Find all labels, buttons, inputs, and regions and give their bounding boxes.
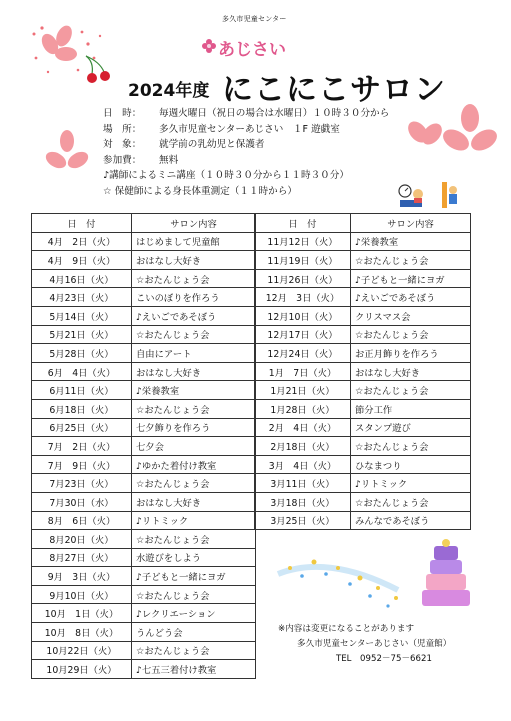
phone-number: TEL 0952－75－6621	[336, 654, 432, 664]
row-content: ♪子どもと一緒にヨガ	[132, 567, 256, 586]
row-content: ♪えいごであそぼう	[132, 306, 256, 325]
table-row	[255, 325, 471, 344]
footer-org: 多久市児童センターあじさい（児童館）	[297, 639, 452, 649]
info-target: 対 象： 就学前の乳幼児と保護者	[103, 139, 265, 151]
row-date: 6月11日（火）	[32, 381, 132, 400]
row-date: 10月29日（火）	[32, 660, 132, 679]
header-date: 日 付	[32, 214, 132, 233]
row-content: 七夕飾りを作ろう	[132, 418, 256, 437]
row-content: うんどう会	[132, 623, 256, 642]
row-content: ☆おたんじょう会	[132, 325, 256, 344]
event-info	[103, 106, 389, 200]
row-content: スタンプ遊び	[351, 418, 471, 437]
cherry-icon	[86, 56, 110, 83]
row-date: 7月30日（水）	[32, 492, 132, 511]
row-date: 9月 3日（火）	[32, 567, 132, 586]
row-date: 12月10日（火）	[255, 306, 351, 325]
table-row	[32, 623, 256, 642]
info-fee: 参加費： 無料	[103, 154, 179, 166]
table-row	[255, 306, 471, 325]
row-content: おはなし大好き	[351, 362, 471, 381]
petal-decoration-left	[44, 128, 90, 174]
row-content: ♪七五三着付け教室	[132, 660, 256, 679]
weighing-scale-icon	[392, 182, 440, 210]
table-row	[32, 306, 256, 325]
row-content: ☆おたんじょう会	[132, 399, 256, 418]
table-row	[32, 455, 256, 474]
row-content: ☆おたんじょう会	[351, 325, 471, 344]
row-date: 11月12日（火）	[255, 232, 351, 251]
row-date: 5月21日（火）	[32, 325, 132, 344]
table-row	[255, 269, 471, 288]
table-row	[32, 474, 256, 493]
table-row	[32, 548, 256, 567]
row-date: 4月23日（火）	[32, 288, 132, 307]
row-content: ♪リトミック	[132, 511, 256, 530]
row-content: ひなまつり	[351, 455, 471, 474]
table-row	[32, 604, 256, 623]
table-row	[32, 325, 256, 344]
row-content: ♪ゆかた着付け教室	[132, 455, 256, 474]
row-date: 8月27日（火）	[32, 548, 132, 567]
table-row	[32, 418, 256, 437]
table-row	[255, 399, 471, 418]
table-row	[32, 585, 256, 604]
table-row	[255, 492, 471, 511]
row-content: ☆おたんじょう会	[132, 269, 256, 288]
table-row	[255, 362, 471, 381]
row-date: 7月 9日（火）	[32, 455, 132, 474]
hydrangea-logo-icon	[201, 38, 217, 54]
row-date: 3月11日（火）	[255, 474, 351, 493]
row-date: 10月 1日（火）	[32, 604, 132, 623]
row-date: 7月 2日（火）	[32, 437, 132, 456]
row-content: 自由にアート	[132, 344, 256, 363]
header-content: サロン内容	[132, 214, 256, 233]
row-content: ☆おたんじょう会	[132, 585, 256, 604]
table-row	[32, 399, 256, 418]
row-content: ♪リトミック	[351, 474, 471, 493]
table-row	[255, 511, 471, 530]
birthday-cake-icon	[418, 538, 474, 610]
row-date: 3月25日（火）	[255, 511, 351, 530]
row-content: ☆おたんじょう会	[132, 641, 256, 660]
row-content: ☆おたんじょう会	[351, 437, 471, 456]
row-date: 1月28日（火）	[255, 399, 351, 418]
row-content: ♪栄養教室	[132, 381, 256, 400]
table-row	[32, 511, 256, 530]
table-row	[32, 530, 256, 549]
info-datetime: 日 時： 毎週火曜日（祝日の場合は水曜日）１０時３０分から	[103, 108, 390, 119]
table-row	[32, 641, 256, 660]
row-date: 3月 4日（火）	[255, 455, 351, 474]
row-content: おはなし大好き	[132, 492, 256, 511]
row-date: 1月 7日（火）	[255, 362, 351, 381]
table-row	[32, 567, 256, 586]
header-content: サロン内容	[351, 214, 471, 233]
table-row	[255, 455, 471, 474]
row-date: 10月 8日（火）	[32, 623, 132, 642]
row-content: 水遊びをしよう	[132, 548, 256, 567]
table-row	[255, 344, 471, 363]
petal-decoration-top-left	[28, 22, 120, 92]
height-meter-icon	[440, 180, 460, 210]
row-content: はじめまして児童館	[132, 232, 256, 251]
table-row	[255, 381, 471, 400]
table-row	[255, 232, 471, 251]
schedule-table-right	[254, 213, 471, 530]
row-date: 12月 3日（火）	[255, 288, 351, 307]
row-date: 6月 4日（火）	[32, 362, 132, 381]
sparkle-decoration	[268, 544, 418, 614]
row-content: ♪えいごであそぼう	[351, 288, 471, 307]
row-content: おはなし大好き	[132, 362, 256, 381]
row-date: 6月18日（火）	[32, 399, 132, 418]
row-content: お正月飾りを作ろう	[351, 344, 471, 363]
row-date: 8月 6日（火）	[32, 511, 132, 530]
row-content: おはなし大好き	[132, 251, 256, 270]
row-date: 11月26日（火）	[255, 269, 351, 288]
row-date: 2月 4日（火）	[255, 418, 351, 437]
change-notice: ※内容は変更になることがあります	[278, 624, 415, 634]
table-row	[32, 344, 256, 363]
row-content: ☆おたんじょう会	[132, 474, 256, 493]
page-title: にこにこサロン	[222, 72, 446, 108]
org-name: 多久市児童センター	[222, 15, 287, 23]
info-place: 場 所： 多久市児童センターあじさい １F 遊戯室	[103, 123, 340, 135]
row-date: 7月23日（火）	[32, 474, 132, 493]
petal-decoration-right	[440, 98, 500, 168]
header-date: 日 付	[255, 214, 351, 233]
row-content: こいのぼりを作ろう	[132, 288, 256, 307]
table-row	[255, 418, 471, 437]
row-content: ☆おたんじょう会	[351, 381, 471, 400]
row-date: 10月22日（火）	[32, 641, 132, 660]
row-date: 4月 2日（火）	[32, 232, 132, 251]
row-content: クリスマス会	[351, 306, 471, 325]
table-row	[32, 492, 256, 511]
table-row	[255, 437, 471, 456]
row-content: ♪栄養教室	[351, 232, 471, 251]
table-row	[255, 288, 471, 307]
table-row	[32, 437, 256, 456]
table-row	[255, 474, 471, 493]
row-date: 12月17日（火）	[255, 325, 351, 344]
table-row	[32, 362, 256, 381]
row-content: 七夕会	[132, 437, 256, 456]
fiscal-year: 2024年度	[128, 81, 210, 101]
info-lecture: ♪講師によるミニ講座（１０時３０分から１１時３０分）	[103, 170, 349, 182]
info-measurement: ☆ 保健師による身長体重測定（１１時から）	[103, 185, 297, 197]
row-date: 12月24日（火）	[255, 344, 351, 363]
schedule-table-left	[31, 213, 256, 679]
row-date: 2月18日（火）	[255, 437, 351, 456]
table-row	[32, 660, 256, 679]
row-content: みんなであそぼう	[351, 511, 471, 530]
table-row	[32, 381, 256, 400]
row-date: 5月14日（火）	[32, 306, 132, 325]
row-content: ☆おたんじょう会	[351, 251, 471, 270]
row-date: 6月25日（火）	[32, 418, 132, 437]
row-content: ☆おたんじょう会	[351, 492, 471, 511]
brand-name: あじさい	[218, 40, 286, 60]
row-date: 9月10日（火）	[32, 585, 132, 604]
table-row	[32, 232, 256, 251]
row-content: ♪レクリエーション	[132, 604, 256, 623]
row-date: 4月16日（火）	[32, 269, 132, 288]
table-row	[32, 288, 256, 307]
row-date: 8月20日（火）	[32, 530, 132, 549]
row-content: 節分工作	[351, 399, 471, 418]
row-content: ☆おたんじょう会	[132, 530, 256, 549]
row-date: 11月19日（火）	[255, 251, 351, 270]
table-row	[32, 269, 256, 288]
row-date: 5月28日（火）	[32, 344, 132, 363]
row-content: ♪子どもと一緒にヨガ	[351, 269, 471, 288]
row-date: 1月21日（火）	[255, 381, 351, 400]
row-date: 3月18日（火）	[255, 492, 351, 511]
table-row	[255, 251, 471, 270]
row-date: 4月 9日（火）	[32, 251, 132, 270]
table-row	[32, 251, 256, 270]
